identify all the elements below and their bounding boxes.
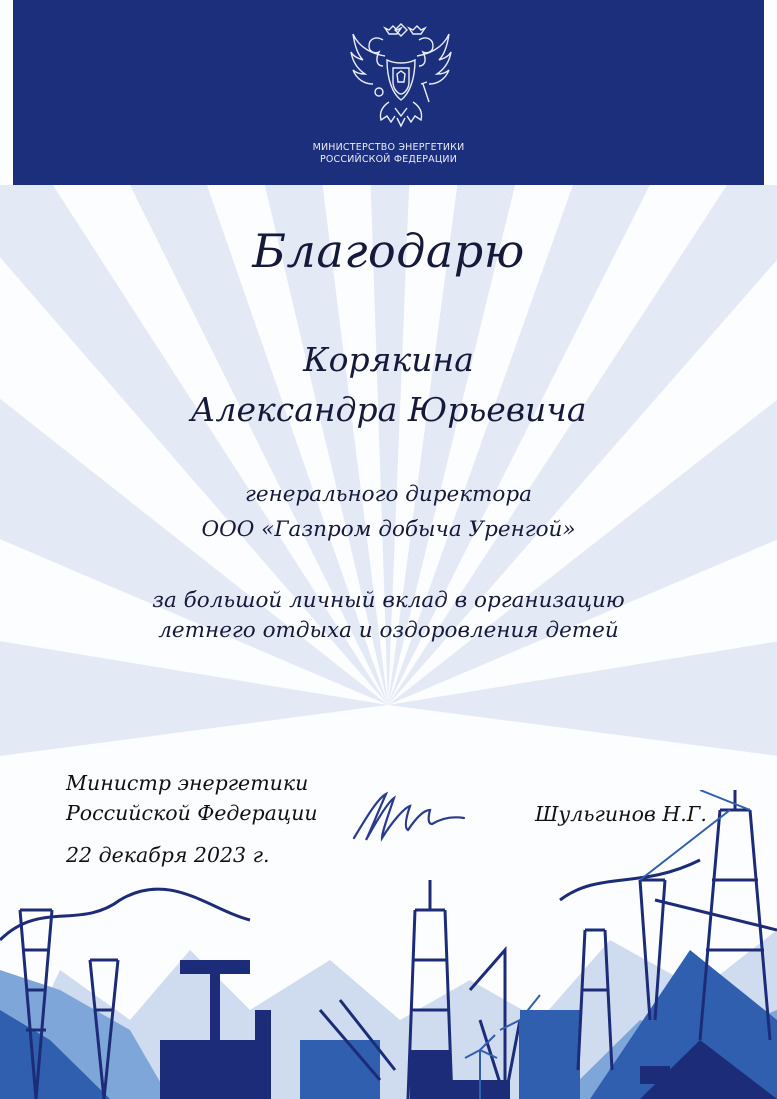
handwritten-signature-icon [348, 788, 468, 846]
recipient-company: ООО «Газпром добыча Уренгой» [201, 517, 576, 542]
issue-date: 22 декабря 2023 г. [66, 843, 270, 867]
ministry-header [13, 0, 764, 185]
reason-line-1: за большой личный вклад в организацию [152, 588, 625, 613]
recipient-surname: Корякина [303, 340, 474, 379]
ministry-line-1: МИНИСТЕРСТВО ЭНЕРГЕТИКИ [312, 142, 465, 153]
signer-title-line-2: Российской Федерации [66, 801, 318, 825]
signer-title-line-1: Министр энергетики [66, 771, 309, 795]
recipient-position: генерального директора [245, 482, 532, 507]
double-headed-eagle-icon [349, 20, 453, 130]
reason-line-2: летнего отдыха и оздоровления детей [158, 618, 619, 643]
ministry-line-2: РОССИЙСКОЙ ФЕДЕРАЦИИ [319, 154, 458, 165]
recipient-given-names: Александра Юрьевича [190, 390, 587, 429]
ministry-name [13, 142, 764, 166]
signer-name: Шульгинов Н.Г. [535, 802, 707, 826]
certificate-title: Благодарю [252, 224, 525, 278]
